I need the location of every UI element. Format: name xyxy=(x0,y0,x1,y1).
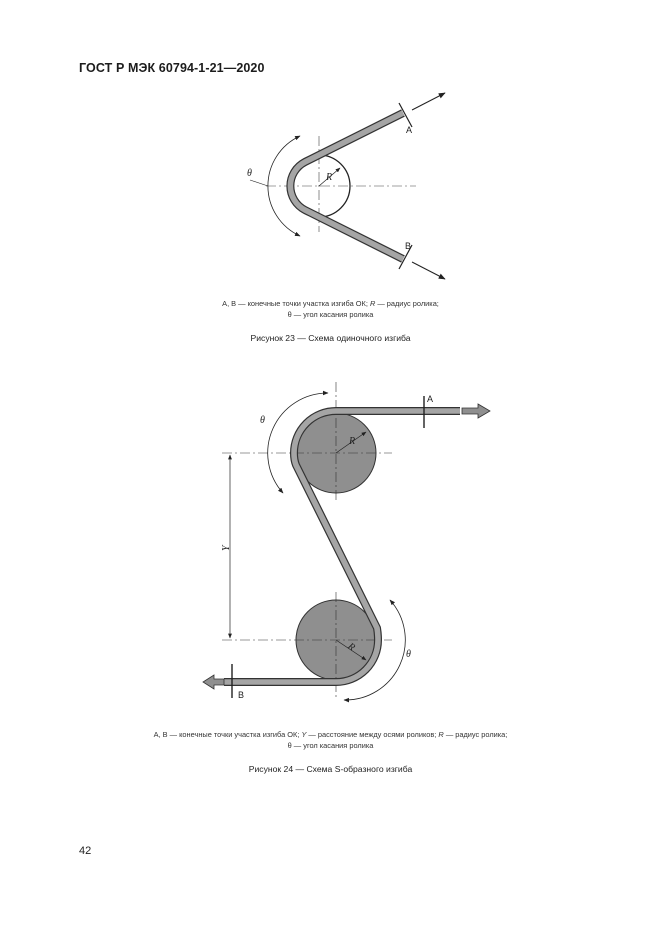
legend-line-1: A, B — конечные точки участка изгиба ОК; Y — расстояние между осями роликов; R — радиус ролика; xyxy=(153,730,508,739)
theta-leader xyxy=(250,180,268,186)
arrow-a xyxy=(462,404,490,418)
label-a: A xyxy=(406,125,413,135)
label-r-bottom: R xyxy=(345,641,357,654)
label-y: Y xyxy=(221,545,232,551)
arrow-a xyxy=(412,93,445,110)
label-a: A xyxy=(427,394,434,404)
label-theta: θ xyxy=(247,168,252,179)
legend-line-2: θ — угол касания ролика xyxy=(287,741,374,750)
label-theta-bottom: θ xyxy=(406,649,411,660)
label-theta-top: θ xyxy=(260,415,265,426)
arrow-b xyxy=(203,675,224,689)
figure-24-caption: Рисунок 24 — Схема S-образного изгиба xyxy=(248,764,413,774)
label-b: B xyxy=(405,241,412,251)
label-r: R xyxy=(326,172,333,183)
document-header: ГОСТ Р МЭК 60794-1-21—2020 xyxy=(79,61,265,75)
legend-line-2: θ — угол касания ролика xyxy=(287,310,374,319)
figure-23-diagram xyxy=(0,85,661,295)
page-number: 42 xyxy=(79,845,92,857)
figure-24-diagram xyxy=(0,380,661,720)
arrow-b xyxy=(412,262,445,279)
figure-23-caption: Рисунок 23 — Схема одиночного изгиба xyxy=(250,333,411,343)
figure-24-legend xyxy=(0,729,661,751)
label-r-top: R xyxy=(349,436,356,447)
figure-23-legend xyxy=(0,298,661,320)
label-b: B xyxy=(238,690,245,700)
legend-line-1: A, B — конечные точки участка изгиба ОК; R — радиус ролика; xyxy=(222,299,439,308)
